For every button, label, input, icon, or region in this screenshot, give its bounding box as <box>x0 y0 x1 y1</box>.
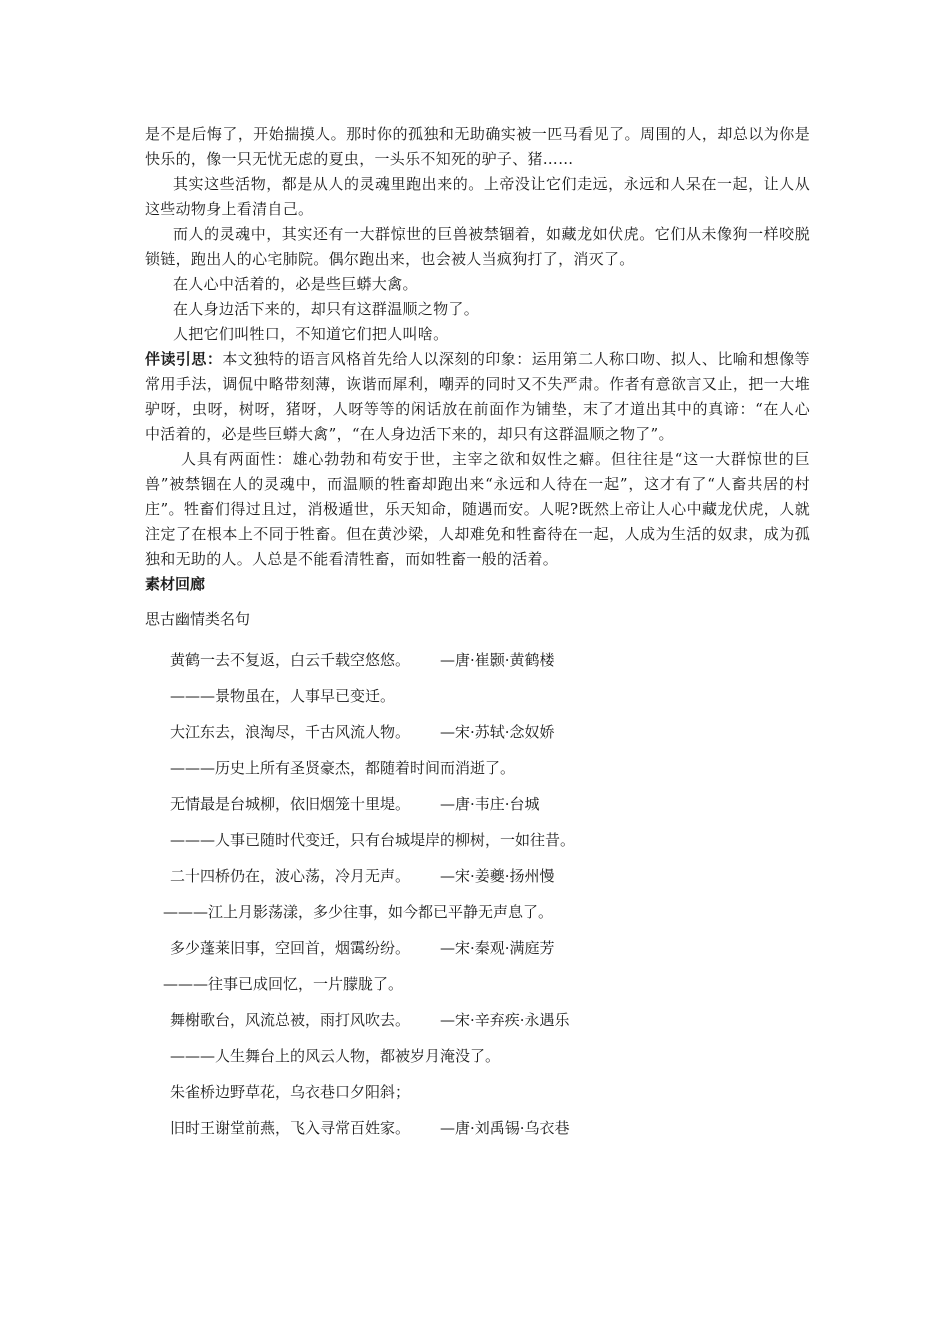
quote-gloss: ———人生舞台上的风云人物，都被岁月淹没了。 <box>170 1047 501 1065</box>
essay-paragraph-3: 而人的灵魂中，其实还有一大群惊世的巨兽被禁锢着，如藏龙如伏虎。它们从未像狗一样咬脱锁链，跑出人的心宅肺院。偶尔跑出来，也会被人当疯狗打了，消灭了。 <box>145 225 810 268</box>
essay-paragraph-2: 其实这些活物，都是从人的灵魂里跑出来的。上帝没让它们走远，永远和人呆在一起，让人从这些动物身上看清自己。 <box>145 175 810 218</box>
essay-paragraph-6: 人把它们叫牲口，不知道它们把人叫啥。 <box>173 325 449 343</box>
verse-text: 多少蓬莱旧事，空回首，烟霭纷纷。 <box>170 939 411 957</box>
quote-list <box>145 642 810 1146</box>
verse-text: 二十四桥仍在，波心荡，冷月无声。 <box>170 867 411 885</box>
quote-gloss: ———历史上所有圣贤豪杰，都随着时间而消逝了。 <box>170 759 516 777</box>
material-subtitle: 思古幽情类名句 <box>145 610 251 628</box>
quote-verse <box>145 786 810 822</box>
verse-source: —唐·刘禹锡·乌衣巷 <box>440 1119 570 1137</box>
quote-verse-line-1: 朱雀桥边野草花，乌衣巷口夕阳斜； <box>170 1083 411 1101</box>
guide-paragraph-2: 人具有两面性：雄心勃勃和苟安于世，主宰之欲和奴性之癖。但往往是“这一大群惊世的巨兽”被禁锢在人的灵魂中，而温顺的牲畜却跑出来“永远和人待在一起”，这才有了“人畜共居的村庄”。牲畜们得过且过，消极遁世，乐天知命，随遇而安。人呢?既然上帝让人心中藏龙伏虎，人就注定了在根本上不同于牲畜。但在黄沙梁，人却难免和牲畜待在一起，人成为生活的奴隶，成为孤独和无助的人。人总是不能看清牲畜，而如牲畜一般的活着。 <box>145 450 810 568</box>
verse-text: 无情最是台城柳，依旧烟笼十里堤。 <box>170 795 411 813</box>
verse-source: —唐·崔颢·黄鹤楼 <box>440 651 555 669</box>
verse-source: —唐·韦庄·台城 <box>440 795 540 813</box>
verse-text: 大江东去，浪淘尽，千古风流人物。 <box>170 723 411 741</box>
quote-verse <box>145 714 810 750</box>
guide-paragraph-1 <box>145 347 810 447</box>
quote-gloss: ———往事已成回忆，一片朦胧了。 <box>163 975 404 993</box>
verse-text: 旧时王谢堂前燕，飞入寻常百姓家。 <box>170 1119 411 1137</box>
essay-paragraph-1: 是不是后悔了，开始揣摸人。那时你的孤独和无助确实被一匹马看见了。周围的人，却总以为你是快乐的，像一只无忧无虑的夏虫，一头乐不知死的驴子、猪…… <box>145 125 810 168</box>
essay-paragraph-5: 在人身边活下来的，却只有这群温顺之物了。 <box>173 300 480 318</box>
quote-verse <box>145 858 810 894</box>
verse-source: —宋·辛弃疾·永遇乐 <box>440 1011 570 1029</box>
quote-gloss: ———人事已随时代变迁，只有台城堤岸的柳树，一如往昔。 <box>170 831 576 849</box>
quote-verse <box>145 642 810 678</box>
verse-text: 黄鹤一去不复返，白云千载空悠悠。 <box>170 651 411 669</box>
material-title: 素材回廊 <box>145 575 206 593</box>
verse-text: 舞榭歌台，风流总被，雨打风吹去。 <box>170 1011 411 1029</box>
guide-text-1: 本文独特的语言风格首先给人以深刻的印象：运用第二人称口吻、拟人、比喻和想像等常用手法，调侃中略带刻薄，诙谐而犀利，嘲弄的同时又不失严肃。作者有意欲言又止，把一大堆驴呀，虫呀，树呀，猪呀，人呀等等的闲话放在前面作为铺垫，末了才道出其中的真谛：“在人心中活着的，必是些巨蟒大禽”，“在人身边活下来的，却只有这群温顺之物了”。 <box>145 350 810 443</box>
guide-label: 伴读引思： <box>145 350 223 368</box>
quote-verse-line-2 <box>145 1110 810 1146</box>
quote-gloss: ———江上月影荡漾，多少往事，如今都已平静无声息了。 <box>163 903 554 921</box>
verse-source: —宋·秦观·满庭芳 <box>440 939 555 957</box>
document-page <box>145 122 810 1146</box>
quote-verse <box>145 930 810 966</box>
quote-gloss: ———景物虽在，人事早已变迁。 <box>170 687 396 705</box>
quote-verse <box>145 1002 810 1038</box>
verse-source: —宋·姜夔·扬州慢 <box>440 867 555 885</box>
essay-paragraph-4: 在人心中活着的，必是些巨蟒大禽。 <box>173 275 418 293</box>
verse-source: —宋·苏轼·念奴娇 <box>440 723 555 741</box>
